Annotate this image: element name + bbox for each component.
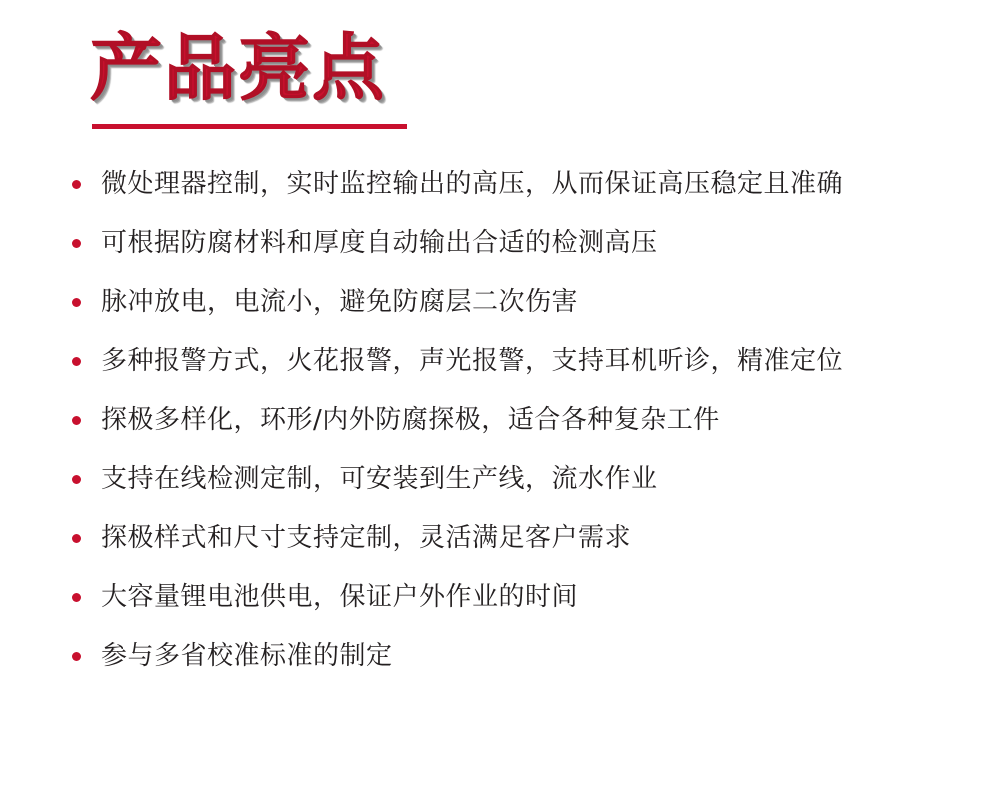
list-item	[72, 522, 972, 556]
list-item-text: 探极样式和尺寸支持定制，灵活满足客户需求	[101, 523, 632, 553]
list-item-text: 大容量锂电池供电，保证户外作业的时间	[101, 582, 579, 612]
list-item	[72, 286, 972, 320]
list-item	[72, 404, 972, 438]
list-item-text: 微处理器控制，实时监控输出的高压，从而保证高压稳定且准确	[101, 169, 844, 199]
title-underline	[92, 124, 407, 129]
list-item	[72, 345, 972, 379]
list-item	[72, 640, 972, 674]
list-item-text: 支持在线检测定制，可安装到生产线，流水作业	[101, 464, 658, 494]
list-item-text: 脉冲放电，电流小，避免防腐层二次伤害	[101, 287, 579, 317]
title-block	[90, 26, 950, 110]
bullet-dot-icon	[72, 475, 81, 484]
bullet-dot-icon	[72, 239, 81, 248]
bullet-dot-icon	[72, 416, 81, 425]
list-item	[72, 227, 972, 261]
bullet-dot-icon	[72, 593, 81, 602]
product-highlights-list	[72, 168, 972, 699]
page-title: 产品亮点	[90, 26, 387, 110]
list-item-text: 多种报警方式，火花报警，声光报警，支持耳机听诊，精准定位	[101, 346, 844, 376]
bullet-dot-icon	[72, 652, 81, 661]
bullet-dot-icon	[72, 298, 81, 307]
list-item-text: 可根据防腐材料和厚度自动输出合适的检测高压	[101, 228, 658, 258]
list-item	[72, 168, 972, 202]
list-item	[72, 463, 972, 497]
bullet-dot-icon	[72, 534, 81, 543]
list-item-text: 探极多样化，环形/内外防腐探极，适合各种复杂工件	[101, 405, 720, 435]
list-item-text: 参与多省校准标准的制定	[101, 641, 393, 671]
bullet-dot-icon	[72, 180, 81, 189]
bullet-dot-icon	[72, 357, 81, 366]
list-item	[72, 581, 972, 615]
